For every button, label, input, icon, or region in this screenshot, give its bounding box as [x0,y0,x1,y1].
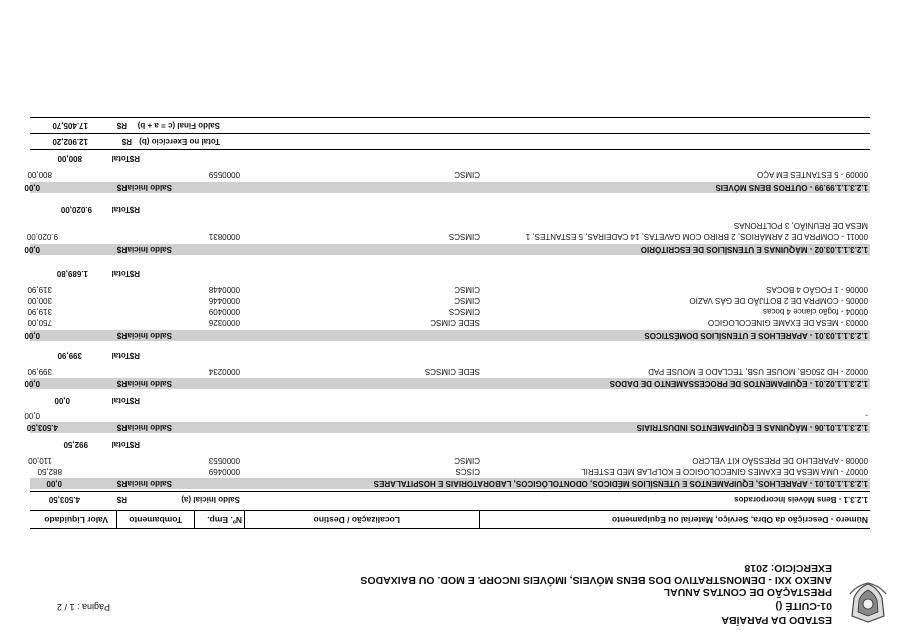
col-value: Valor Liquidado [44,515,108,525]
table-row: - 0,00 [24,411,868,420]
page-number: Página : 1 / 2 [56,602,110,612]
section-total-label: Total [111,440,130,449]
unit-name: 01-CUITÉ () [775,600,832,612]
main-group-balance: 4.503,50 [48,495,80,504]
report-page: ESTADO DA PARAÍBA 01-CUITÉ () PRESTAÇÃO DE CONTAS ANUAL ANEXO XXI - DEMONSTRATIVO DOS BENS MÓVEIS, IMÓVEIS INCORP. E MOD. OU BAIXADOS EXERCÍCIO: 2018 Página : 1 / 2 Número - Descrição da Obra, Serviço, Material ou Equipamento Localização / Destino Nº. Emp. Tombamento Valor Liquidado 1.2.3.1 - Bens Móveis Incorporados Saldo Inicial (a) R$ 4.503,50 1.2.3.1.1.01.01 - APARELHOS, EQUIPAMENTOS E UTENSÍLIOS MÉDICOS, ODONTOLÓGICOS, LABORATORIAIS E HOSPITALARES Saldo Inicial R$ 0,00 00007 - UMA MESA DE EXAMES GINECOLOGICO E KOLPLAB MED ESTERIL CISCS 0000469 882,50 00008 - APARELHO DE PRESSÃO KIT VELCRO CIMSC 0000553 110,00 Total R$ 992,50 1.2.3.1.1.01.06 - MÁQUINAS E EQUIPAMENTOS INDUSTRIAIS Saldo Inicial R$ 4.503,50 - 0,00 Total R$ 0,00 1.2.3.1.1.02.01 - EQUIPAMENTOS DE PROCESSAMENTO DE DADOS Saldo Inicial R$ 0,00 00002 - HD 250GB, MOUSE USB, TECLADO E MOUSE PAD SEDE CIMSCS 0000234 399,90 Total R$ 399,90 1.2.3.1.1.03.01 - APARELHOS E UTENSÍLIOS DOMÉSTICOS Saldo Inicial R$ 0,00 00003 - MESA DE EXAME GINECOLOGICO SEDE CIMSC 0000326 750,00 00004 - fogão clance 4 bocas CIMSCS 0000409 319,90 00005 - COMPRA DE 2 BOTIJÃO DE GÁS VAZIO CIMSC 0000446 300,00 00006 - 1 FOGÃO 4 BOCAS CIMSC 0000448 319,90 Total R$ 1.689,80 1.2.3.1.1.03.02 - MÁQUINAS E UTENSÍLIOS DE ESCRITÓRIO Saldo Inicial R$ 0,00 00011 - COMPRA DE 2 ARMÁRIOS, 2 BRIRO COM GAVETAS, 14 CADEIRAS, 5 ESTANTES, 1 CIMSCS 0000831 9.020,00 MESA DE REUNIÃO, 3 POLTRONAS Total R$ 9.020,00 1.2.3.1.1.99.99 - OUTROS BENS MÓVEIS Saldo Inicial R$ 0,00 00009 - 5 ESTANTES EM AÇO CIMSC 0000559 800,00 Total R$ 800,00 Total no Exercício (b) R$ 12.902,20 Saldo Final (c = a + b) R$ 17.405,70 [0,0,900,636]
report-title-2: ANEXO XXI - DEMONSTRATIVO DOS BENS MÓVEIS, IMÓVEIS INCORP. E MOD. OU BAIXADOS [360,574,832,586]
section-total: 9.020,00 [60,205,92,214]
section-band: 1.2.3.1.1.03.01 - APARELHOS E UTENSÍLIOS DOMÉSTICOS Saldo Inicial R$ 0,00 [24,331,868,340]
section-band: 1.2.3.1.1.03.02 - MÁQUINAS E UTENSÍLIOS DE ESCRITÓRIO Saldo Inicial R$ 0,00 [24,245,868,254]
table-row: 00003 - MESA DE EXAME GINECOLOGICO SEDE CIMSC 0000326 750,00 [27,318,868,327]
col-description: Número - Descrição da Obra, Serviço, Material ou Equipamento [611,515,868,525]
section-total: 399,90 [57,351,82,360]
col-emp: Nº. Emp. [207,515,242,525]
table-row-continuation: MESA DE REUNIÃO, 3 POLTRONAS [733,221,868,230]
table-row: 00007 - UMA MESA DE EXAMES GINECOLOGICO E KOLPLAB MED ESTERIL CISCS 0000469 882,50 [37,467,868,476]
section-band: 1.2.3.1.1.01.06 - MÁQUINAS E EQUIPAMENTOS INDUSTRIAIS Saldo Inicial R$ 4.503,50 [26,423,868,432]
table-row: 00002 - HD 250GB, MOUSE USB, TECLADO E MOUSE PAD SEDE CIMSCS 0000234 399,90 [27,367,868,376]
section-band: 1.2.3.1.1.01.01 - APARELHOS, EQUIPAMENTOS E UTENSÍLIOS MÉDICOS, ODONTOLÓGICOS, LABORATORIAIS E HOSPITALARES Saldo Inicial R$ 0,00 [30,478,870,489]
exercise-year: EXERCÍCIO: 2018 [744,562,832,574]
table-row: 00011 - COMPRA DE 2 ARMÁRIOS, 2 BRIRO COM GAVETAS, 14 CADEIRAS, 5 ESTANTES, 1 CIMSCS 0000831 9.020,00 [26,232,868,241]
section-total: 0,00 [54,396,70,405]
col-tombamento: Tombamento [129,515,182,525]
table-row: 00008 - APARELHO DE PRESSÃO KIT VELCRO CIMSC 0000553 110,00 [28,456,868,465]
col-location: Localização / Destino [313,515,400,525]
main-group-label: 1.2.3.1 - Bens Móveis Incorporados [734,495,868,504]
section-total: 1.689,80 [56,269,88,278]
section-band: 1.2.3.1.1.02.01 - EQUIPAMENTOS DE PROCESSAMENTO DE DADOS Saldo Inicial R$ 0,00 [24,379,868,388]
coat-of-arms-icon [848,582,888,624]
section-total: 992,50 [63,440,88,449]
table-row: 00004 - fogão clance 4 bocas CIMSCS 0000409 319,90 [27,307,868,316]
section-band: 1.2.3.1.1.99.99 - OUTROS BENS MÓVEIS Saldo Inicial R$ 0,00 [24,183,868,192]
final-balance: 17.405,70 [52,121,88,130]
exercise-total: 12.902,20 [52,137,88,146]
table-row: 00009 - 5 ESTANTES EM AÇO CIMSC 0000559 800,00 [27,170,868,179]
column-header-row [30,510,870,529]
exercise-total-label: Total no Exercício (b) [139,137,220,146]
report-title-1: PRESTAÇÃO DE CONTAS ANUAL [663,586,832,598]
table-row: 00006 - 1 FOGÃO 4 BOCAS CIMSC 0000448 319,90 [27,285,868,294]
final-balance-label: Saldo Final (c = a + b) [137,121,220,130]
section-total: 800,00 [57,154,82,163]
state-name: ESTADO DA PARAÍBA [721,614,832,626]
main-group-balance-label: Saldo Inicial (a) [181,495,240,504]
table-row: 00005 - COMPRA DE 2 BOTIJÃO DE GÁS VAZIO CIMSC 0000446 300,00 [27,296,868,305]
main-group-currency: R$ [116,495,127,504]
